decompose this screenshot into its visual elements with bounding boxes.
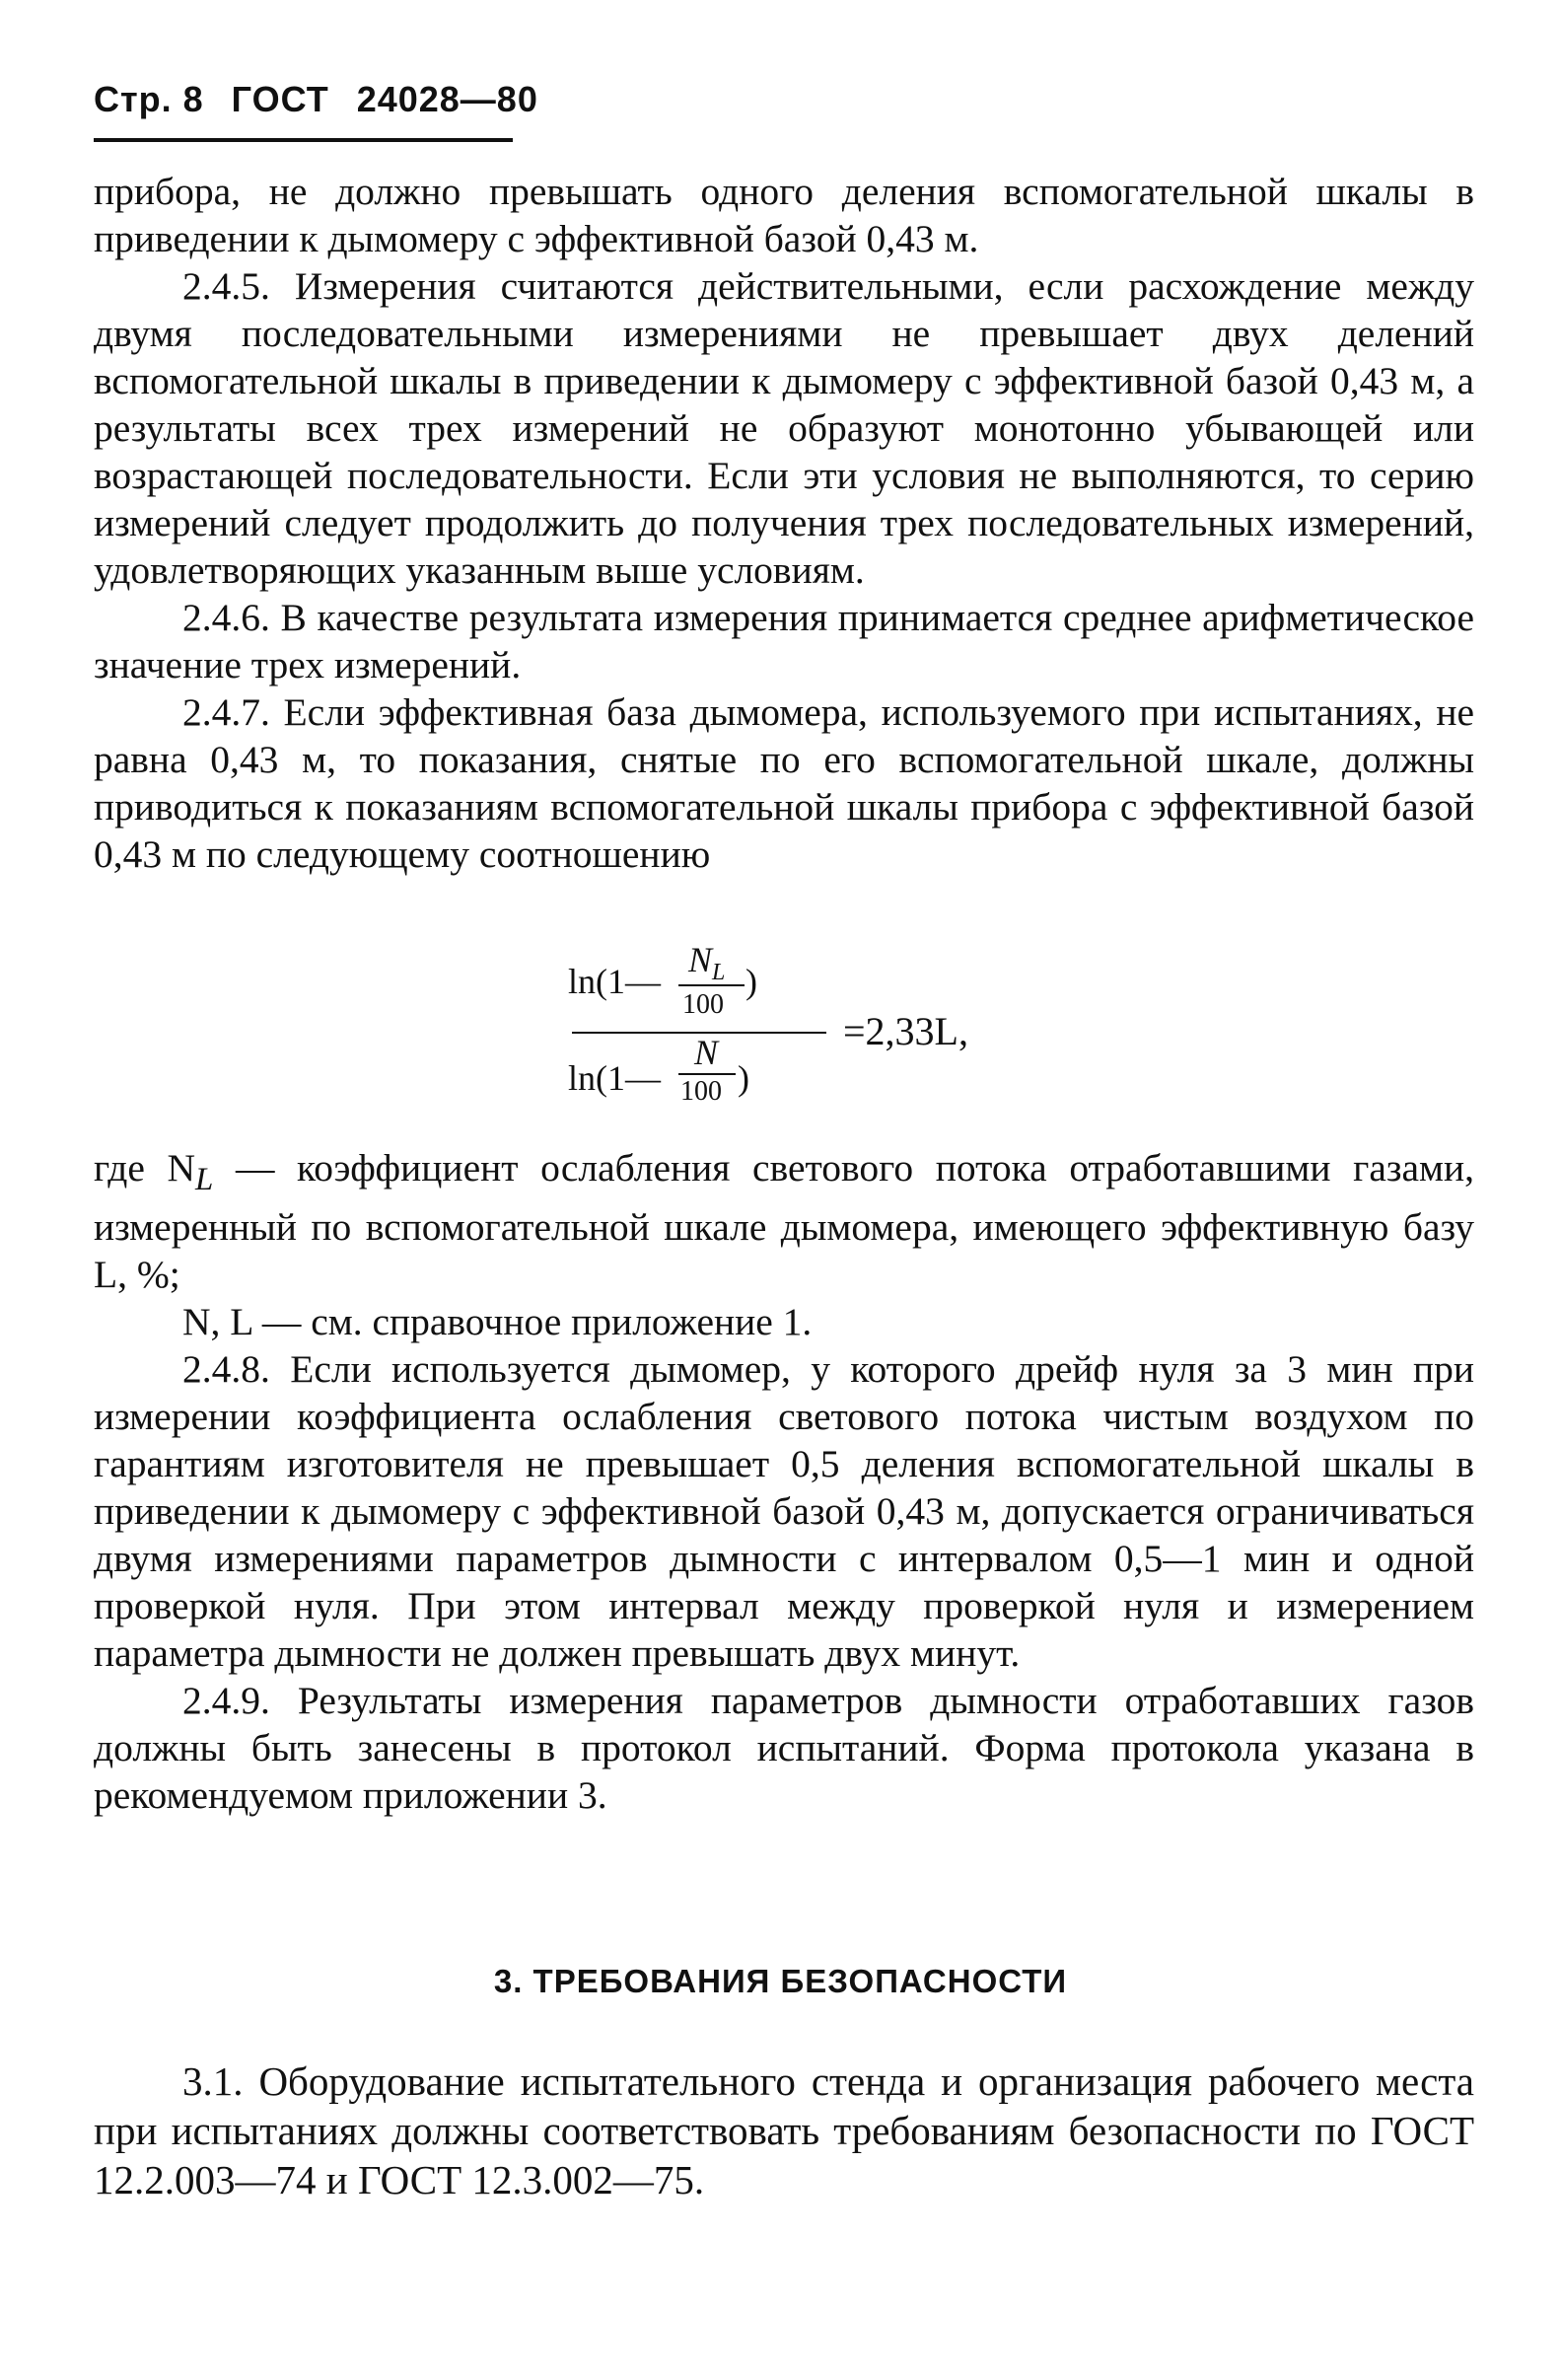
paragraph-2-4-9: 2.4.9. Результаты измерения параметров дымности отработавших газов должны быть занесены в протокол испытаний. Форма протокола указана в рекомендуемом приложении 3. bbox=[94, 1678, 1474, 1817]
where-definition: — коэффициент ослабления светового потока отработавшими газами, измеренный по вспомогательной шкале дымомера, имеющего эффективную базу L, %; bbox=[94, 1146, 1475, 1296]
page-number: Стр. 8 bbox=[94, 79, 204, 119]
paragraph-2-4-8: 2.4.8. Если используется дымомер, у которого дрейф нуля за 3 мин при измерении коэффициента ослабления светового потока чистым воздухом по гарантиям изготовителя не превышает 0,5 деления вспомогательной шкалы в приведении к дымомеру с эффективной базой 0,43 м, допускается ограничиваться двумя измерениями параметров дымности с интервалом 0,5—1 мин и одной проверкой нуля. При этом интервал между проверкой нуля и измерением параметра дымности не должен превышать двух минут. bbox=[94, 1346, 1474, 1675]
paragraph-2-4-7: 2.4.7. Если эффективная база дымомера, используемого при испытаниях, не равна 0,43 м, то показания, снятые по его вспомогательной шкале, должны приводиться к показаниям вспомогательной шкалы прибора с эффективной базой 0,43 м по следующему соотношению bbox=[94, 690, 1474, 876]
header-rule bbox=[94, 138, 513, 142]
body-text-lower bbox=[94, 1144, 1474, 1819]
denominator-frac-bottom: 100 bbox=[680, 1076, 722, 1107]
paragraph-2-4-6: 2.4.6. В качестве результата измерения принимается среднее арифметическое значение трех измерений. bbox=[94, 596, 1474, 686]
where-prefix: где N bbox=[94, 1146, 196, 1190]
running-header bbox=[94, 79, 566, 120]
where-clause bbox=[94, 1144, 1474, 1298]
section-3-text bbox=[94, 2056, 1474, 2204]
where-subscript: L bbox=[195, 1161, 214, 1197]
where-reference: N, L — см. справочное приложение 1. bbox=[182, 1299, 813, 1343]
numerator-frac-top-sub: L bbox=[712, 960, 726, 985]
numerator-frac-top: N bbox=[688, 940, 713, 979]
numerator-ln: ln(1— bbox=[568, 962, 661, 1001]
standard-label: ГОСТ bbox=[231, 79, 329, 119]
body-text-upper bbox=[94, 168, 1474, 878]
formula-rhs: =2,33L, bbox=[843, 1009, 968, 1053]
numerator-frac-bottom: 100 bbox=[682, 989, 724, 1020]
paragraph-continuation: прибора, не должно превышать одного деления вспомогательной шкалы в приведении к дымомеру с эффективной базой 0,43 м. bbox=[94, 170, 1474, 260]
numerator-close-paren: ) bbox=[745, 962, 757, 1001]
formula-svg bbox=[562, 942, 1075, 1110]
denominator-ln: ln(1— bbox=[568, 1058, 661, 1098]
denominator-frac-top: N bbox=[694, 1033, 719, 1072]
denominator-close-paren: ) bbox=[738, 1058, 749, 1098]
section-title: 3. ТРЕБОВАНИЯ БЕЗОПАСНОСТИ bbox=[493, 1963, 1068, 1999]
paragraph-2-4-5: 2.4.5. Измерения считаются действительными, если расхождение между двумя последовательными измерениями не превышает двух делений вспомогательной шкалы в приведении к дымомеру с эффективной базой 0,43 м, а результаты всех трех измерений не образуют монотонно убывающей или возрастающей последовательности. Если эти условия не выполняются, то серию измерений следует продолжить до получения трех последовательных измерений, удовлетворяющих указанным выше условиям. bbox=[94, 264, 1474, 592]
standard-number: 24028—80 bbox=[356, 79, 538, 119]
conversion-formula bbox=[562, 942, 1075, 1110]
paragraph-3-1: 3.1. Оборудование испытательного стенда и организация рабочего места при испытаниях должны соответствовать требованиям безопасности по ГОСТ 12.2.003—74 и ГОСТ 12.3.002—75. bbox=[94, 2058, 1474, 2202]
